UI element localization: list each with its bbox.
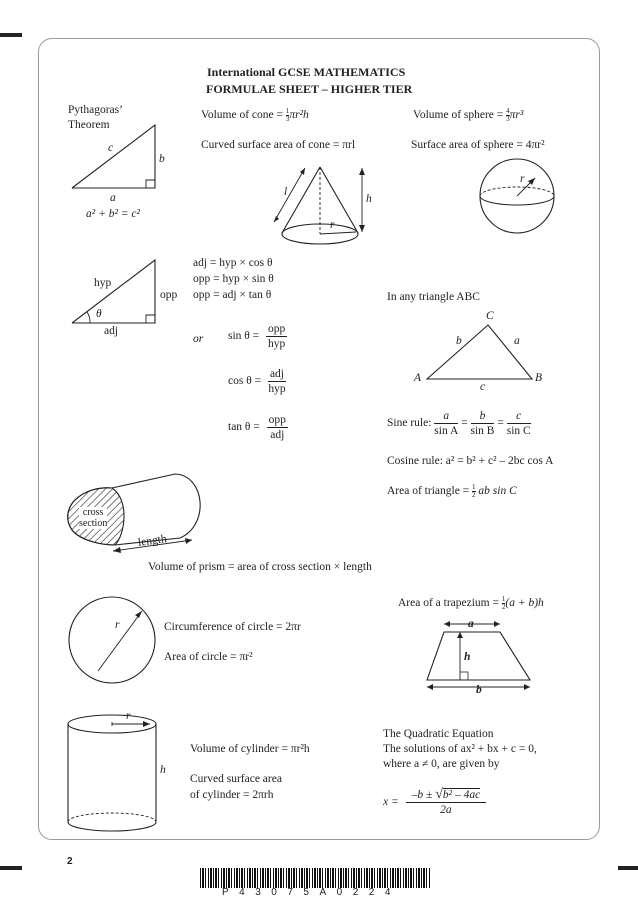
sphere-label-r: r xyxy=(520,173,525,185)
trig-formula-3: opp = adj × tan θ xyxy=(193,289,272,301)
edge-mark-right xyxy=(618,866,638,870)
sphere-volume: Volume of sphere = $\frac{4}{3}$ πr³ xyxy=(413,107,524,123)
prism-volume: Volume of prism = area of cross section × length xyxy=(148,561,372,573)
cone-volume: Volume of cone = $\frac{1}{3}$ πr²h xyxy=(201,107,309,123)
triangle-area: Area of triangle = $\frac{1}{2}$ ab sin C xyxy=(387,483,517,499)
sine-rule: Sine rule: $\frac{a}{\text{sin A}}$ = $\frac{b}{\text{sin B}}$ = $\frac{c}{\text{sin C}}$ xyxy=(387,410,531,437)
pythagoras-title-2: Theorem xyxy=(68,119,110,131)
trapezium-label-b: b xyxy=(476,684,482,696)
prism-cross-section-label: cross section xyxy=(79,507,108,529)
triangle-label-B: B xyxy=(535,372,543,384)
circle-circumference: Circumference of circle = 2πr xyxy=(164,621,301,633)
header-subtitle: FORMULAE SHEET – HIGHER TIER xyxy=(206,82,413,96)
trapezium-label-a: a xyxy=(468,618,474,630)
quadratic-formula: x = $\frac{\text{–b ± √b² – 4ac}}{2a}$ xyxy=(383,788,486,817)
edge-mark-top xyxy=(0,33,22,37)
trapezium-label-h: h xyxy=(464,651,471,663)
quadratic-title: The Quadratic Equation xyxy=(383,728,494,740)
triangle-abc-title: In any triangle ABC xyxy=(387,291,480,303)
trig-label-hyp: hyp xyxy=(94,277,112,289)
triangle-label-c: c xyxy=(480,381,486,393)
pythagoras-label-c: c xyxy=(108,142,114,154)
header-title: International GCSE MATHEMATICS xyxy=(207,65,406,79)
circle-label-r: r xyxy=(115,619,120,631)
edge-mark-bottom xyxy=(0,866,22,870)
trig-tan-ratio: tan θ = $\frac{\text{opp}}{\text{adj}}$ xyxy=(228,414,286,441)
formula-sheet-frame xyxy=(38,38,600,840)
triangle-label-b: b xyxy=(456,335,462,347)
circle-area: Area of circle = πr² xyxy=(164,651,253,663)
prism-length-label: length xyxy=(137,533,168,549)
page-number: 2 xyxy=(67,856,73,867)
triangle-label-a: a xyxy=(514,335,520,347)
trig-formula-1: adj = hyp × cos θ xyxy=(193,257,273,269)
cone-label-r: r xyxy=(330,219,335,231)
cylinder-label-h: h xyxy=(160,764,166,776)
trig-label-adj: adj xyxy=(104,325,119,337)
barcode-number: P43075A0224 xyxy=(222,887,401,898)
trapezium-area: Area of a trapezium = $\frac{1}{2}$ (a + b)h xyxy=(398,595,544,611)
pythagoras-formula: a² + b² = c² xyxy=(86,208,140,220)
cylinder-surface-area-2: of cylinder = 2πrh xyxy=(190,789,274,801)
cylinder-label-r: r xyxy=(126,710,131,722)
sphere-surface-area: Surface area of sphere = 4πr² xyxy=(411,139,545,151)
barcode xyxy=(200,868,430,888)
cone-surface-area: Curved surface area of cone = πrl xyxy=(201,139,356,151)
trig-sin-ratio: sin θ = $\frac{\text{opp}}{\text{hyp}}$ xyxy=(228,323,286,350)
pythagoras-title: Pythagoras’ xyxy=(68,104,123,116)
pythagoras-label-a: a xyxy=(110,192,116,204)
trig-or: or xyxy=(193,333,204,345)
trig-label-theta: θ xyxy=(96,308,102,320)
triangle-label-C: C xyxy=(486,310,494,322)
trig-cos-ratio: cos θ = $\frac{\text{adj}}{\text{hyp}}$ xyxy=(228,368,286,395)
quadratic-line-2: where a ≠ 0, are given by xyxy=(383,758,500,770)
cylinder-diagram xyxy=(0,0,1,1)
trig-formula-2: opp = hyp × sin θ xyxy=(193,273,274,285)
pythagoras-label-b: b xyxy=(159,153,165,165)
cone-label-l: l xyxy=(284,186,288,198)
cosine-rule: Cosine rule: a² = b² + c² – 2bc cos A xyxy=(387,455,554,467)
cylinder-surface-area: Curved surface area xyxy=(190,773,282,785)
trig-label-opp: opp xyxy=(160,289,178,301)
cylinder-volume: Volume of cylinder = πr²h xyxy=(190,743,310,755)
triangle-label-A: A xyxy=(414,372,422,384)
quadratic-line-1: The solutions of ax² + bx + c = 0, xyxy=(383,743,537,755)
cone-label-h: h xyxy=(366,193,372,205)
